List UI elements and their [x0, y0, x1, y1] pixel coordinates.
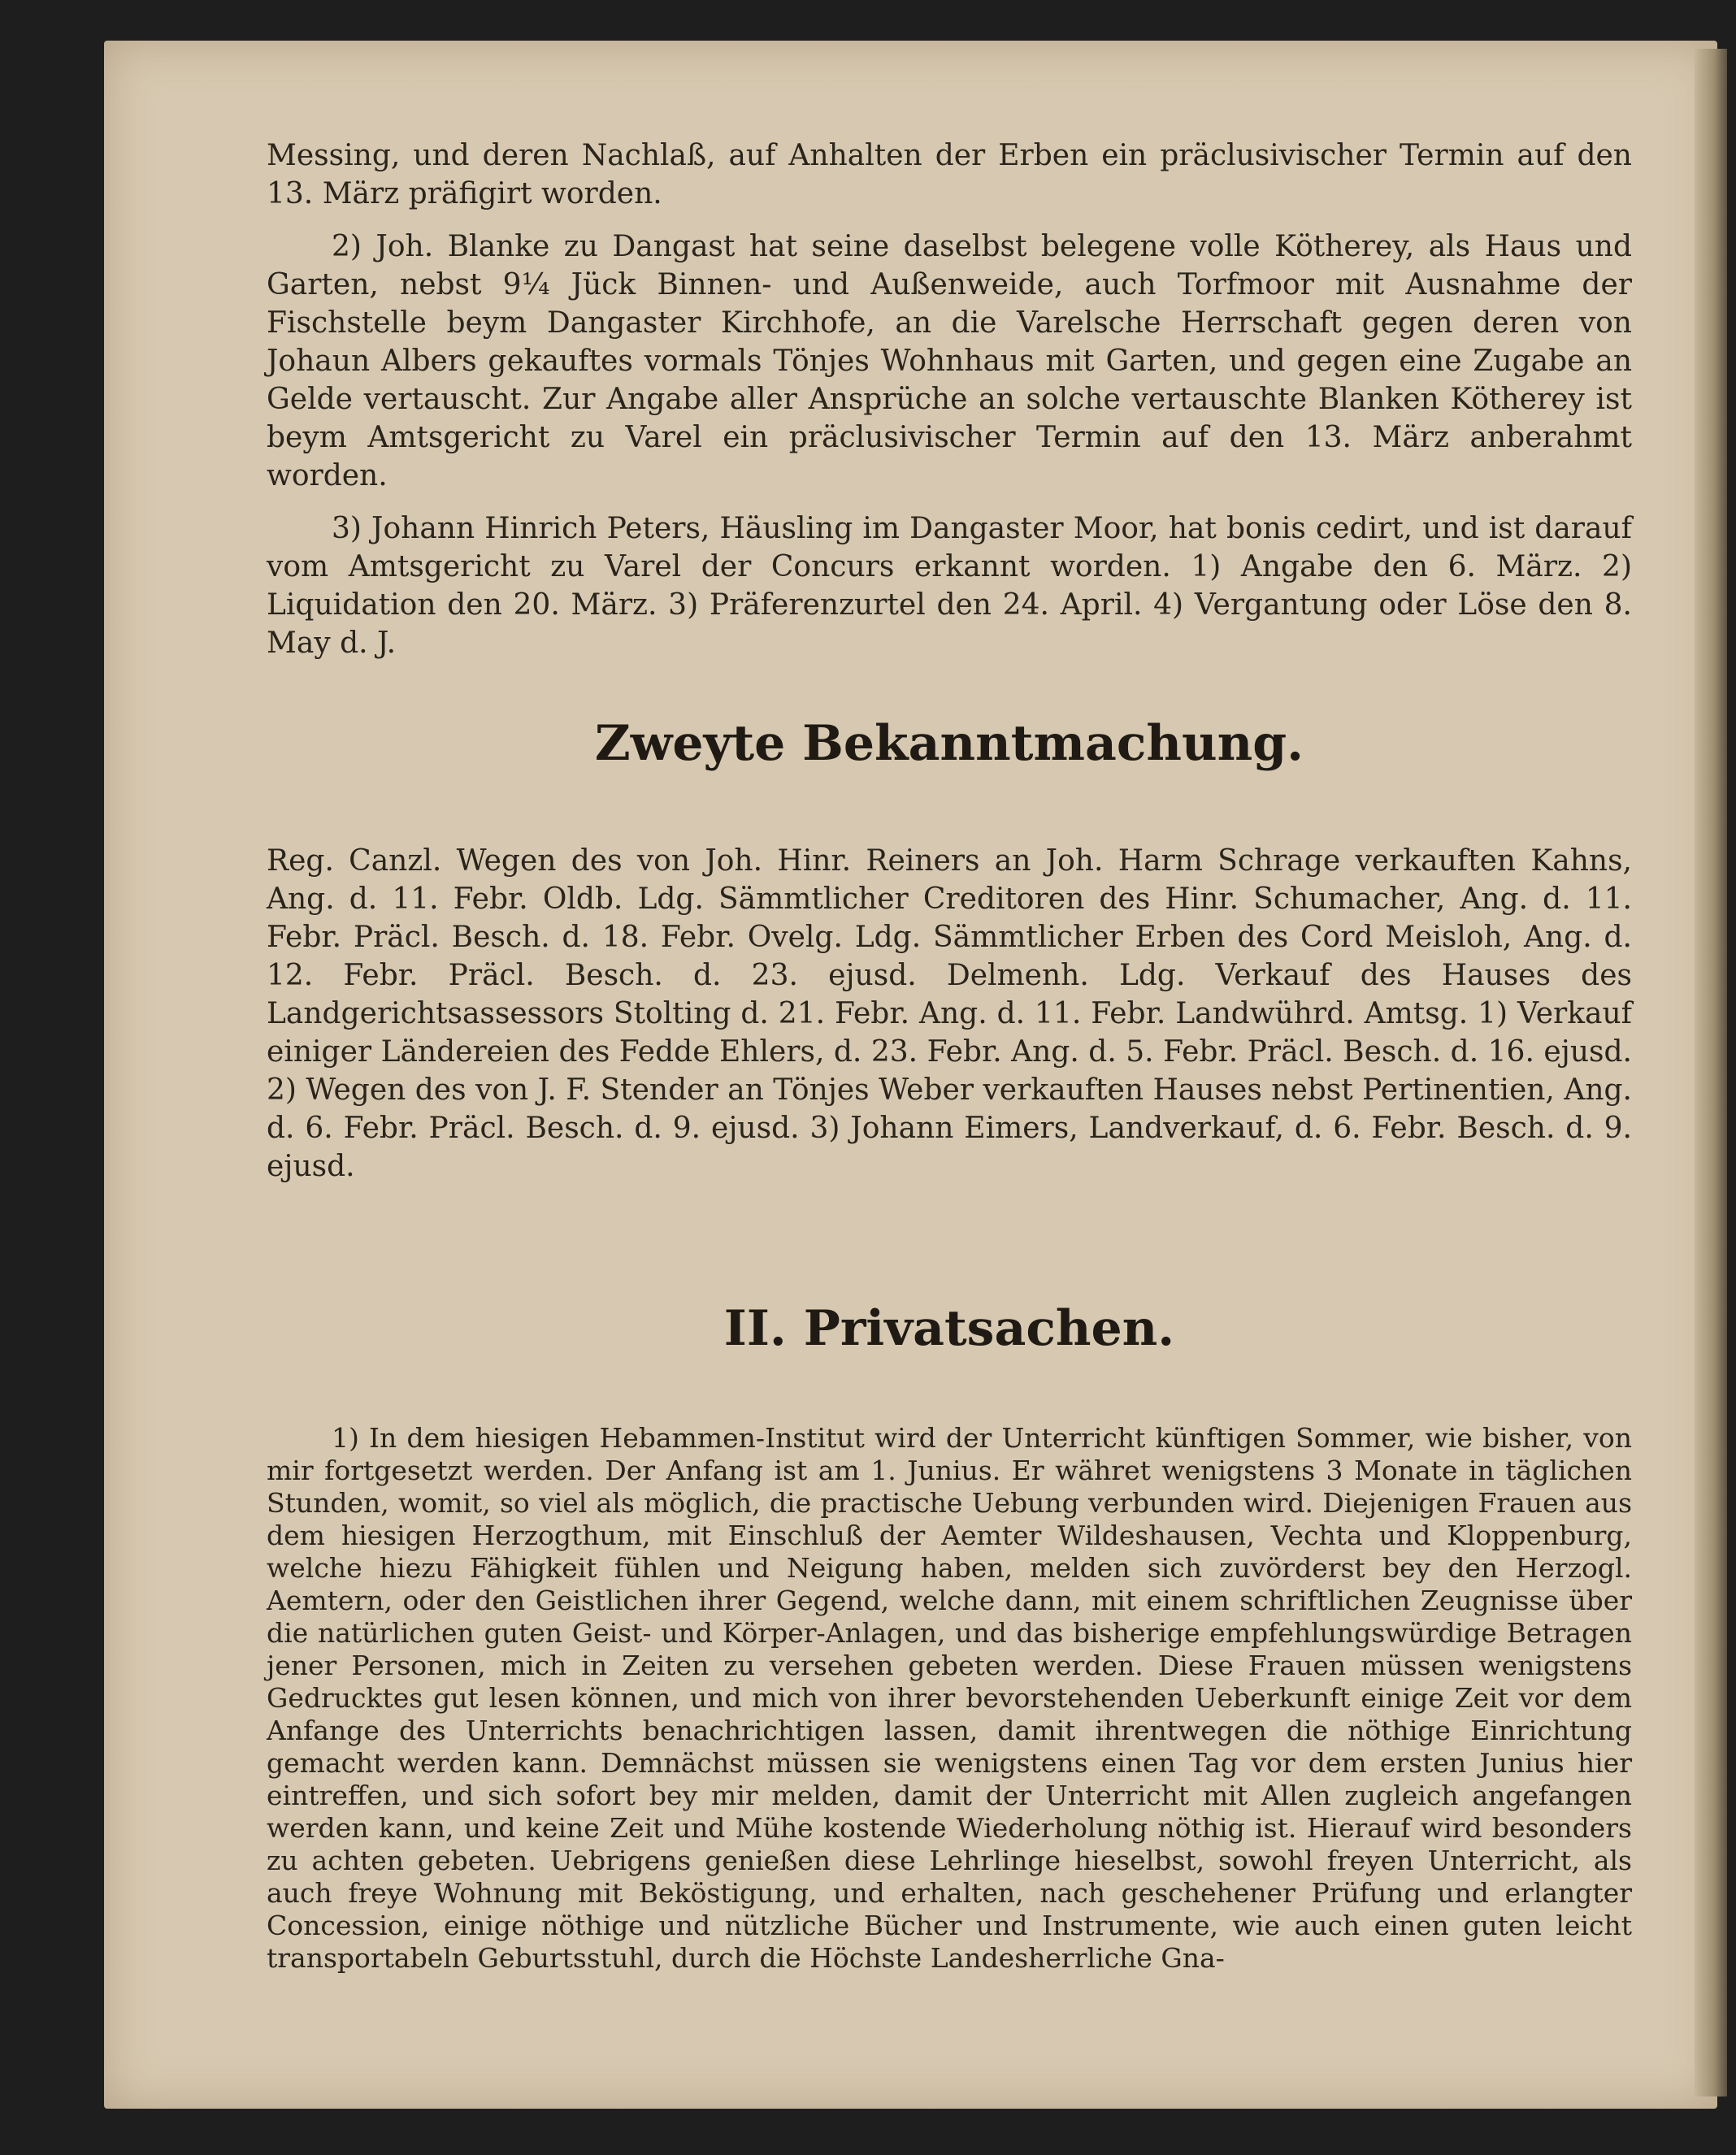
paragraph-second-announcement: Reg. Canzl. Wegen des von Joh. Hinr. Reiners an Joh. Harm Schrage verkauften Kahns, Ang. d. 11. Febr. Oldb. Ldg. Sämmtlicher Creditoren des Hinr. Schumacher, Ang. d. 11. Febr. Präcl. Besch. d. 18. Febr. Ovelg. Ldg. Sämmtlicher Erben des Cord Meisloh, Ang. d. 12. Febr. Präcl. Besch. d. 23. ejusd. Delmenh. Ldg. Verkauf des Hauses des Landgerichtsassessors Stolting d. 21. Febr. Ang. d. 11. Febr. Landwührd. Amtsg. 1) Verkauf einiger Ländereien des Fedde Ehlers, d. 23. Febr. Ang. d. 5. Febr. Präcl. Besch. d. 16. ejusd. 2) Wegen des von J. F. Stender an Tönjes Weber verkauften Hauses nebst Pertinentien, Ang. d. 6. Febr. Präcl. Besch. d. 9. ejusd. 3) Johann Eimers, Landverkauf, d. 6. Febr. Besch. d. 9. ejusd. [267, 844, 1632, 1183]
heading-second-announcement: Zweyte Bekanntmachung. [594, 715, 1304, 772]
private-matters-block [267, 1422, 1632, 1989]
second-announcement-block [267, 842, 1632, 1200]
page-edge [1695, 49, 1727, 2096]
continuation-paragraph-block [267, 137, 1632, 677]
paragraph-private-1: 1) In dem hiesigen Hebammen-Institut wird der Unterricht künftigen Sommer, wie bisher, von mir fortgesetzt werden. Der Anfang ist am 1. Junius. Er währet wenigstens 3 Monate in täglichen Stunden, womit, so viel als möglich, die practische Uebung verbunden wird. Diejenigen Frauen aus dem hiesigen Herzogthum, mit Einschluß der Aemter Wildeshausen, Vechta und Kloppenburg, welche hiezu Fähigkeit fühlen und Neigung haben, melden sich zuvörderst bey den Herzogl. Aemtern, oder den Geistlichen ihrer Gegend, welche dann, mit einem schriftlichen Zeugnisse über die natürlichen guten Geist- und Körper-Anlagen, und das bisherige empfehlungswürdige Betragen jener Personen, mich in Zeiten zu versehen gebeten werden. Diese Frauen müssen wenigstens Gedrucktes gut lesen können, und mich von ihrer bevorstehenden Ueberkunft einige Zeit vor dem Anfange des Unterrichts benachrichtigen lassen, damit ihrentwegen die nöthige Einrichtung gemacht werden kann. Demnächst müssen sie wenigstens einen Tag vor dem ersten Junius hier eintreffen, und sich sofort bey mir melden, damit der Unterricht mit Allen zugleich angefangen werden kann, und keine Zeit und Mühe kostende Wiederholung nöthig ist. Hierauf wird besonders zu achten gebeten. Uebrigens genießen diese Lehrlinge hieselbst, sowohl freyen Unterricht, als auch freye Wohnung mit Beköstigung, und erhalten, nach geschehener Prüfung und erlangter Concession, einige nöthige und nützliche Bücher und Instrumente, wie auch einen guten leicht transportabeln Geburtsstuhl, durch die Höchste Landesherrliche Gna- [267, 1422, 1632, 1974]
heading-private-matters: II. Privatsachen. [723, 1300, 1175, 1357]
paragraph-continuation: Messing, und deren Nachlaß, auf Anhalten der Erben ein präclusivischer Termin auf den 13. März präfigirt worden. [267, 139, 1632, 210]
paragraph-item-2: 2) Joh. Blanke zu Dangast hat seine daselbst belegene volle Kötherey, als Haus und Garten, nebst 9¼ Jück Binnen- und Außenweide, auch Torfmoor mit Ausnahme der Fischstelle beym Dangaster Kirchhofe, an die Varelsche Herrschaft gegen deren von Johaun Albers gekauftes vormals Tönjes Wohnhaus mit Garten, und gegen eine Zugabe an Gelde vertauscht. Zur Angabe aller Ansprüche an solche vertauschte Blanken Kötherey ist beym Amtsgericht zu Varel ein präclusivischer Termin auf den 13. März anberahmt worden. [267, 230, 1632, 492]
paragraph-item-3: 3) Johann Hinrich Peters, Häusling im Dangaster Moor, hat bonis cedirt, und ist darauf vom Amtsgericht zu Varel der Concurs erkannt worden. 1) Angabe den 6. März. 2) Liquidation den 20. März. 3) Präferenzurtel den 24. April. 4) Vergantung oder Löse den 8. May d. J. [267, 512, 1632, 660]
